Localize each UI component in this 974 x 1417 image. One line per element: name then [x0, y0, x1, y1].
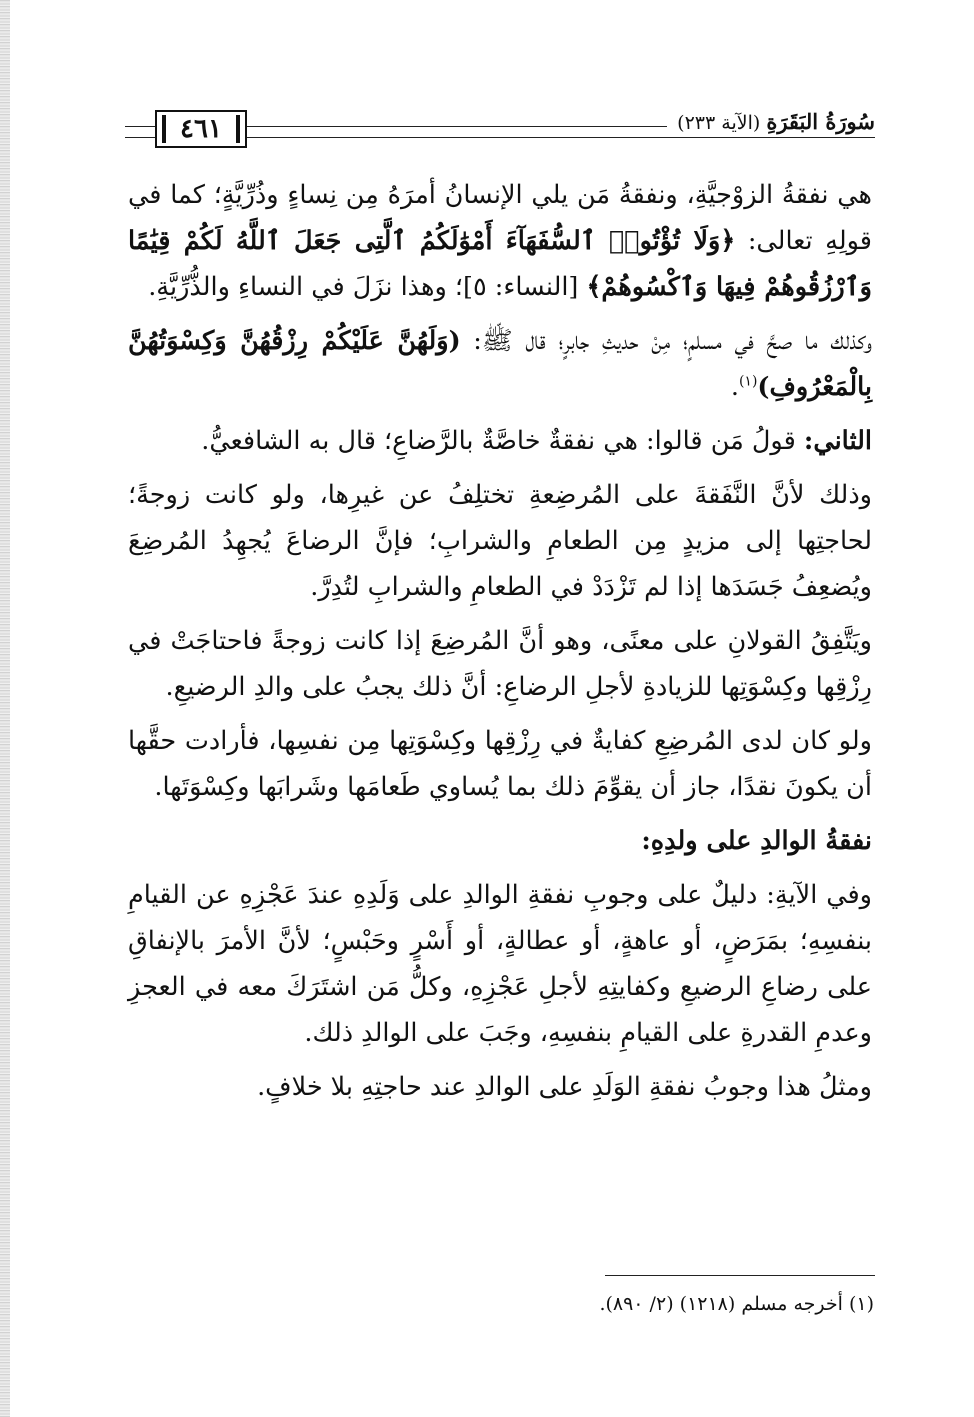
paragraph-2-text: وكذلك ما صحَّ في مسلمٍ؛ مِنْ حديثِ جابرٍ؛ قال ﷺ: — [460, 326, 872, 356]
paragraph-3-text: قولُ مَن قالوا: هي نفقةٌ خاصَّةٌ بالرَّضاعِ؛ قال به الشافعيُّ. — [201, 426, 804, 456]
paragraph-5: ويَتَّفِقُ القولانِ على معنًى، وهو أنَّ المُرضِعَ إذا كانت زوجةً فاحتاجَتْ في رِزْقِها وكِسْوَتِها للزيادةِ لأجلِ الرضاعِ: أنَّ ذلك يجبُ على والدِ الرضيعِ. — [128, 626, 872, 702]
hadith-text: (وَلَهُنَّ عَلَيْكُمْ رِزْقُهُنَّ وَكِسْوَتُهُنَّ بِالْمَعْرُوفِ) — [128, 326, 872, 402]
second-opinion-label: الثاني: — [803, 426, 872, 456]
footnote-text: أخرجه مسلم (١٢١٨) (٢/ ٨٩٠). — [599, 1293, 843, 1315]
scan-edge — [0, 0, 10, 1417]
quran-verse: ﴿وَلَا تُؤْتُوا۟ ٱلسُّفَهَآءَ أَمْوَٰلَكُمُ ٱلَّتِى جَعَلَ ٱللَّهُ لَكُمْ قِيَٰمًا وَٱرْزُقُوهُمْ فِيهَا وَٱكْسُوهُمْ﴾ — [128, 226, 872, 302]
page-body — [128, 172, 872, 1118]
footnote-1 — [130, 1290, 874, 1318]
paragraph-7: وفي الآيةِ: دليلٌ على وجوبِ نفقةِ الوالدِ على وَلَدِهِ عندَ عَجْزِهِ عن القيامِ بنفسِهِ؛ بمَرَضٍ، أو عاهةٍ، أو عطالةٍ، أو أَسْرٍ وحَبْسٍ؛ لأنَّ الأمرَ بالإنفاقِ على رضاعِ الرضيعِ وكفايتِهِ لأجلِ عَجْزِهِ، وكلُّ مَن اشتَرَكَ معه في العجزِ وعدمِ القدرةِ على القيامِ بنفسِهِ، وجَبَ على الوالدِ ذلك. — [128, 880, 872, 1048]
verse-reference: (الآية ٢٣٣) — [677, 112, 761, 134]
page-number-frame — [155, 110, 247, 148]
footnote-ref: (١) — [738, 373, 758, 390]
footnote-number: (١) — [848, 1293, 874, 1315]
surah-name: سُورَةُ البَقَرَةِ — [766, 109, 875, 134]
section-heading: نفقةُ الوالدِ على ولدِهِ: — [641, 826, 872, 856]
page-header — [125, 108, 875, 154]
header-rule-left — [125, 126, 155, 138]
paragraph-6: ولو كان لدى المُرضِعِ كفايةٌ في رِزْقِها وكِسْوَتِها مِن نفسِها، فأرادت حقَّها أن يكونَ نقدًا، جاز أن يقوِّمَ ذلك بما يُساوي طَعامَها وشَرابَها وكِسْوَتَها. — [128, 726, 872, 802]
paragraph-1 — [128, 172, 872, 310]
paragraph-8: ومثلُ هذا وجوبُ نفقةِ الوَلَدِ على الوالدِ عند حاجتِهِ بلا خلافٍ. — [257, 1072, 872, 1102]
paragraph-3 — [128, 418, 872, 464]
paragraph-2-end: . — [730, 372, 739, 402]
footnote-divider — [605, 1275, 875, 1276]
paragraph-1-citation: [النساء: ٥]؛ وهذا نزَلَ في النساءِ والذُّرِّيَّةِ. — [148, 272, 587, 302]
paragraph-4: وذلك لأنَّ النَّفَقةَ على المُرضِعةِ تختلِفُ عن غيرِها، ولو كانت زوجةً؛ لحاجتِها إلى مزيدٍ مِن الطعامِ والشرابِ؛ فإنَّ الرضاعَ يُجهِدُ المُرضِعَ ويُضعِفُ جَسَدَها إذا لم تَزْدَدْ في الطعامِ والشرابِ لتُدِرَّ. — [128, 480, 872, 602]
running-head — [667, 108, 875, 137]
page-number: ٤٦١ — [162, 115, 240, 143]
paragraph-2 — [128, 318, 872, 410]
paragraph-1-text: هي نفقةُ الزوْجيَّةِ، ونفقةُ مَن يلي الإنسانُ أمرَهُ مِن نِساءٍ وذُرِّيَّةٍ؛ كما في قولِهِ تعالى: — [128, 180, 872, 256]
